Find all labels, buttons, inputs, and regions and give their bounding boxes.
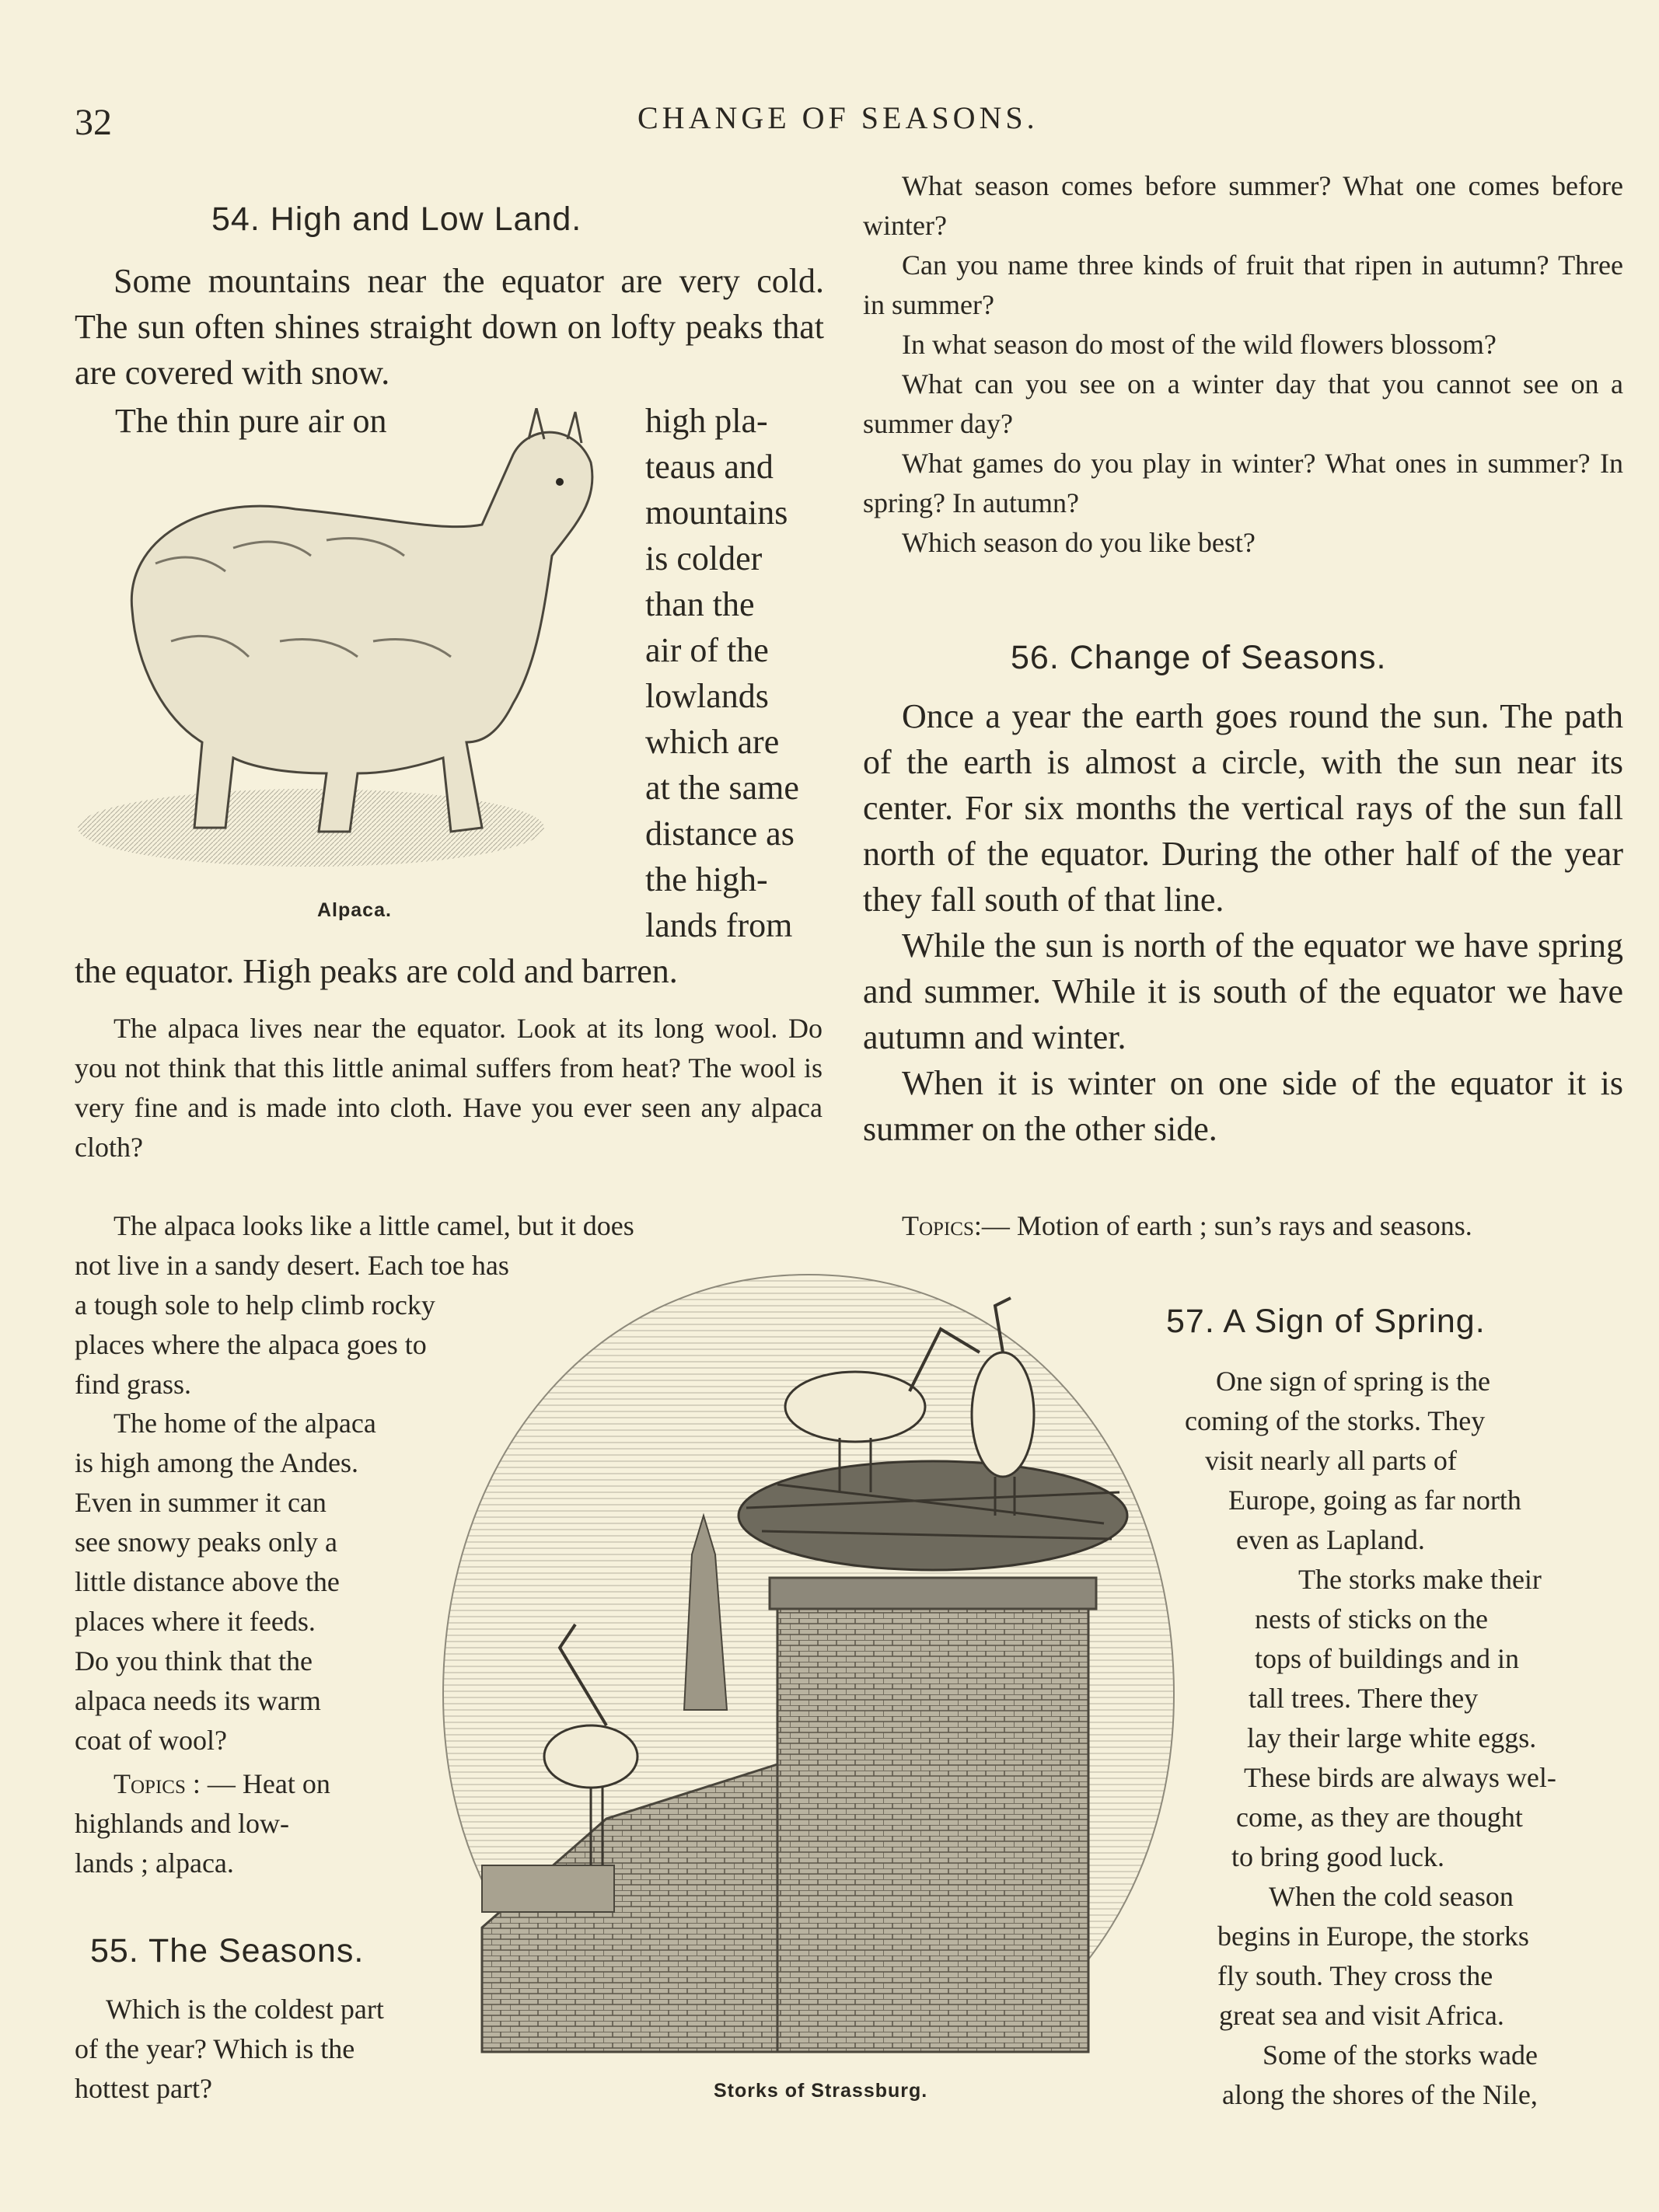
section-54-small-2-wrap: not live in a sandy desert. Each toe has a tough sole to help climb rocky places where the alpaca goes to find grass. [75, 1250, 509, 1400]
section-56-topics: Topics:— Motion of earth ; sun’s rays and seasons. [902, 1210, 1472, 1241]
section-54-small-2: The alpaca looks like a little camel, but it does [114, 1210, 634, 1241]
storks-caption: Storks of Strassburg. [714, 2080, 928, 2102]
page-number: 32 [75, 102, 112, 143]
section-54-small-3: The home of the alpaca is high among the Andes. Even in summer it can see snowy peaks only a little distance above the places where it feeds. Do you think that the alpaca needs its warm coat of wool? [75, 1408, 376, 1756]
section-54-heading: 54. High and Low Land. [211, 201, 582, 238]
section-56-heading: 56. Change of Seasons. [1011, 639, 1387, 676]
section-54-intro: Some mountains near the equator are very cold. The sun often shines straight down on lofty peaks that are covered with snow. [75, 262, 824, 392]
section-57-heading: 57. A Sign of Spring. [1166, 1303, 1486, 1340]
right-questions: What season comes before summer? What one comes before winter? Can you name three kinds of fruit that ripen in autumn? Three in summer? In what season do most of the wild flowers blossom? What can you see on a winter day that you cannot see on a summer day? What games do you play in winter? What ones in summer? In spring? In autumn? Which season do you like best? [863, 170, 1623, 558]
alpaca-caption: Alpaca. [317, 899, 392, 921]
running-title: CHANGE OF SEASONS. [637, 100, 1039, 135]
alpaca-illustration [78, 408, 622, 882]
section-56-text: Once a year the earth goes round the sun. The path of the earth is almost a circle, with the sun near its center. For six months the vertical rays of the sun fall north of the equator. During the other half of the year they fall south of that line. While the sun is north of the equator we have spring and summer. While it is south of the equator we have autumn and winter. When it is winter on one side of the equator it is summer on the other side. [863, 697, 1623, 1148]
section-54-topics: Topics : — Heat on highlands and low- lands ; alpaca. [75, 1768, 330, 1879]
section-55-heading: 55. The Seasons. [90, 1932, 365, 1970]
storks-illustration [435, 1259, 1182, 2067]
section-54-closing: the equator. High peaks are cold and barren. [75, 952, 678, 990]
section-57-text: One sign of spring is the coming of the storks. They visit nearly all parts of Europe, going as far north even as Lapland. The storks make their nests of sticks on the tops of buildings and in tall trees. There they lay their large white eggs. These birds are always wel- come, as they are thought to bring good luck. When the cold season begins in Europe, the storks fly south. They cross the great sea and visit Africa. Some of the storks wade along the shores of the Nile, [1185, 1366, 1556, 2110]
section-54-small-1: The alpaca lives near the equator. Look at its long wool. Do you not think that this little animal suffers from heat? The wool is very fine and is made into cloth. Have you ever seen any alpaca cloth? [75, 1013, 823, 1163]
section-54-wrap-first: The thin pure air on [115, 402, 387, 440]
section-55-text: Which is the coldest part of the year? Which is the hottest part? [75, 1994, 384, 2104]
section-54-wrap-column: high pla- teaus and mountains is colder than the air of the lowlands which are at the same distance as the high- lands from [645, 402, 799, 944]
